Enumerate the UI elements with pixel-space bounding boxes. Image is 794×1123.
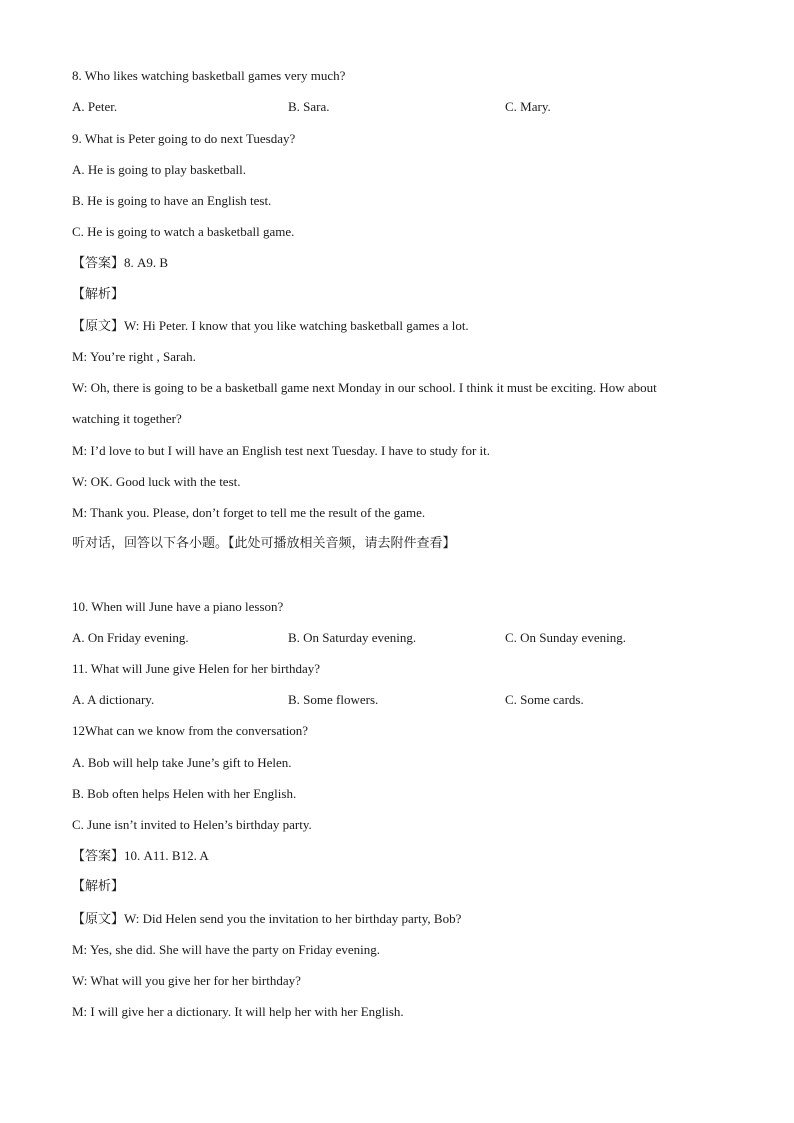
transcript-line <box>72 317 469 336</box>
transcript-line: W: Oh, there is going to be a basketball game next Monday in our school. I think it must be exciting. How about <box>72 380 657 395</box>
transcript-line: M: Thank you. Please, don’t forget to tell me the result of the game. <box>72 505 426 520</box>
answer-text: 8. A9. B <box>124 255 169 270</box>
option-12b: B. Bob often helps Helen with her English. <box>72 786 297 801</box>
question-12: 12What can we know from the conversation? <box>72 723 309 738</box>
option-8b: B. Sara. <box>288 99 330 114</box>
option-11c: C. Some cards. <box>505 692 584 707</box>
transcript-line <box>72 910 461 929</box>
option-12a: A. Bob will help take June’s gift to Helen. <box>72 755 292 770</box>
option-10b: B. On Saturday evening. <box>288 630 417 645</box>
transcript-line: M: You’re right , Sarah. <box>72 349 196 364</box>
question-8: 8. Who likes watching basketball games very much? <box>72 68 346 83</box>
option-12c: C. June isn’t invited to Helen’s birthday party. <box>72 817 312 832</box>
analysis-label: 【解析】 <box>72 287 125 302</box>
question-10: 10. When will June have a piano lesson? <box>72 599 284 614</box>
transcript-line: M: I will give her a dictionary. It will help her with her English. <box>72 1004 404 1019</box>
option-9a: A. He is going to play basketball. <box>72 162 247 177</box>
transcript-label: 【原文】 <box>72 319 125 334</box>
question-11: 11. What will June give Helen for her birthday? <box>72 661 321 676</box>
option-9c: C. He is going to watch a basketball game. <box>72 224 295 239</box>
option-9b: B. He is going to have an English test. <box>72 193 272 208</box>
answer-text: 10. A11. B12. A <box>124 848 209 863</box>
transcript-line: M: Yes, she did. She will have the party on Friday evening. <box>72 942 380 957</box>
listening-instruction: 听对话，回答以下各小题。【此处可播放相关音频，请去附件查看】 <box>72 536 456 551</box>
answer-line-1 <box>72 254 168 273</box>
option-11a: A. A dictionary. <box>72 692 155 707</box>
transcript-text: W: Did Helen send you the invitation to her birthday party, Bob? <box>124 911 462 926</box>
transcript-label: 【原文】 <box>72 912 125 927</box>
transcript-line: W: What will you give her for her birthday? <box>72 973 301 988</box>
answer-label: 【答案】 <box>72 849 125 864</box>
transcript-text: W: Hi Peter. I know that you like watching basketball games a lot. <box>124 318 469 333</box>
transcript-line: M: I’d love to but I will have an English test next Tuesday. I have to study for it. <box>72 443 490 458</box>
transcript-line: W: OK. Good luck with the test. <box>72 474 241 489</box>
question-9: 9. What is Peter going to do next Tuesday? <box>72 131 296 146</box>
transcript-line: watching it together? <box>72 411 182 426</box>
option-10a: A. On Friday evening. <box>72 630 189 645</box>
analysis-label: 【解析】 <box>72 879 125 894</box>
answer-line-2 <box>72 847 209 866</box>
option-10c: C. On Sunday evening. <box>505 630 626 645</box>
option-11b: B. Some flowers. <box>288 692 379 707</box>
option-8c: C. Mary. <box>505 99 551 114</box>
option-8a: A. Peter. <box>72 99 118 114</box>
answer-label: 【答案】 <box>72 256 125 271</box>
